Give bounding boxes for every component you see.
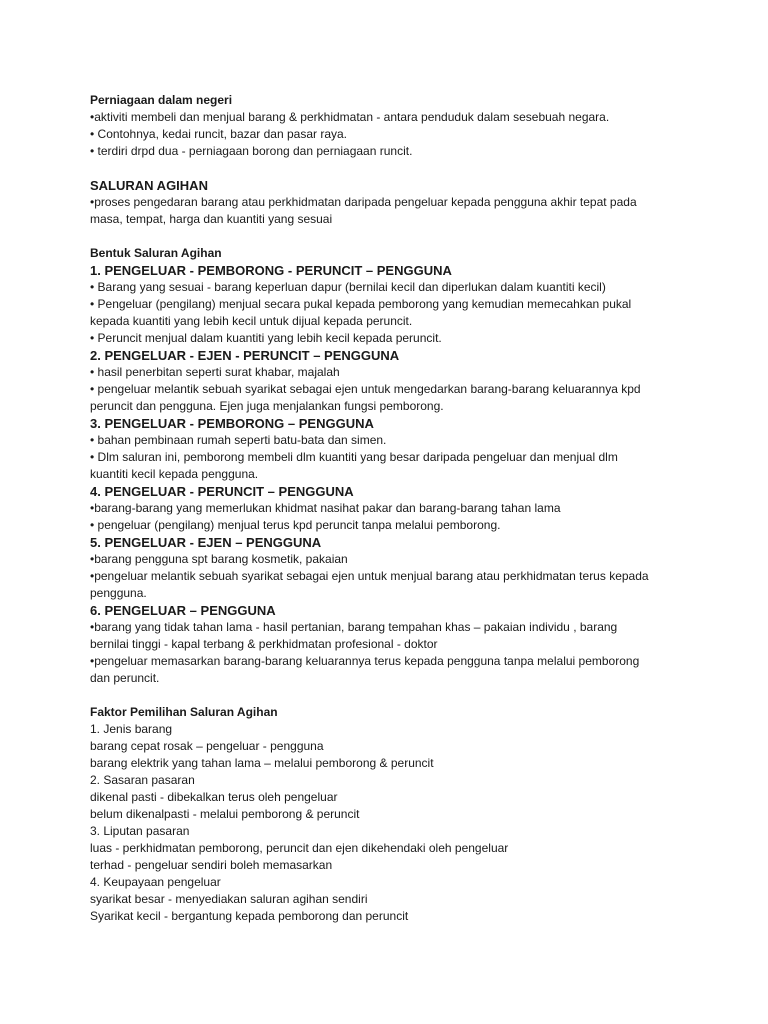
paragraph-line: 1. Jenis barang	[90, 722, 173, 736]
channel-heading-4: 4. PENGELUAR - PERUNCIT – PENGGUNA	[90, 484, 354, 499]
channel-heading-1: 1. PENGELUAR - PEMBORONG - PERUNCIT – PENGGUNA	[90, 263, 452, 278]
section-title-bentuk-saluran: Bentuk Saluran Agihan	[90, 246, 222, 260]
paragraph-line: •barang pengguna spt barang kosmetik, pakaian	[90, 552, 348, 566]
paragraph-line: • Contohnya, kedai runcit, bazar dan pasar raya.	[90, 127, 348, 141]
paragraph-line: dan peruncit.	[90, 671, 160, 685]
spacer	[90, 687, 690, 704]
spacer	[90, 228, 690, 245]
paragraph-line: kuantiti kecil kepada pengguna.	[90, 467, 259, 481]
section-title-faktor-pemilihan: Faktor Pemilihan Saluran Agihan	[90, 705, 278, 719]
paragraph-line: belum dikenalpasti - melalui pemborong & peruncit	[90, 807, 360, 821]
document-page	[90, 92, 690, 925]
paragraph-line: • Dlm saluran ini, pemborong membeli dlm kuantiti yang besar daripada pengeluar dan menjual dlm	[90, 450, 618, 464]
channel-heading-2: 2. PENGELUAR - EJEN - PERUNCIT – PENGGUNA	[90, 348, 400, 363]
section-title-saluran-agihan: SALURAN AGIHAN	[90, 178, 208, 193]
paragraph-line: terhad - pengeluar sendiri boleh memasarkan	[90, 858, 333, 872]
paragraph-line: •pengeluar memasarkan barang-barang keluarannya terus kepada pengguna tanpa melalui pemborong	[90, 654, 640, 668]
paragraph-line: • Peruncit menjual dalam kuantiti yang lebih kecil kepada peruncit.	[90, 331, 442, 345]
paragraph-line: • terdiri drpd dua - perniagaan borong dan perniagaan runcit.	[90, 144, 413, 158]
paragraph-line: • hasil penerbitan seperti surat khabar, majalah	[90, 365, 340, 379]
paragraph-line: bernilai tinggi - kapal terbang & perkhidmatan profesional - doktor	[90, 637, 438, 651]
paragraph-line: •proses pengedaran barang atau perkhidmatan daripada pengeluar kepada pengguna akhir tepat pada	[90, 195, 637, 209]
paragraph-line: syarikat besar - menyediakan saluran agihan sendiri	[90, 892, 368, 906]
paragraph-line: •aktiviti membeli dan menjual barang & perkhidmatan - antara penduduk dalam sesebuah negara.	[90, 110, 610, 124]
paragraph-line: Syarikat kecil - bergantung kepada pemborong dan peruncit	[90, 909, 409, 923]
paragraph-line: barang cepat rosak – pengeluar - pengguna	[90, 739, 324, 753]
spacer	[90, 160, 690, 177]
paragraph-line: pengguna.	[90, 586, 147, 600]
paragraph-line: •pengeluar melantik sebuah syarikat sebagai ejen untuk menjual barang atau perkhidmatan terus kepada	[90, 569, 649, 583]
paragraph-line: •barang-barang yang memerlukan khidmat nasihat pakar dan barang-barang tahan lama	[90, 501, 561, 515]
paragraph-line: • bahan pembinaan rumah seperti batu-bata dan simen.	[90, 433, 387, 447]
paragraph-line: kepada kuantiti yang lebih kecil untuk dijual kepada peruncit.	[90, 314, 413, 328]
paragraph-line: 3. Liputan pasaran	[90, 824, 190, 838]
paragraph-line: dikenal pasti - dibekalkan terus oleh pengeluar	[90, 790, 338, 804]
paragraph-line: • pengeluar (pengilang) menjual terus kpd peruncit tanpa melalui pemborong.	[90, 518, 501, 532]
paragraph-line: • Pengeluar (pengilang) menjual secara pukal kepada pemborong yang kemudian memecahkan pukal	[90, 297, 632, 311]
section-title-perniagaan: Perniagaan dalam negeri	[90, 93, 233, 107]
paragraph-line: luas - perkhidmatan pemborong, peruncit dan ejen dikehendaki oleh pengeluar	[90, 841, 509, 855]
paragraph-line: 4. Keupayaan pengeluar	[90, 875, 221, 889]
channel-heading-6: 6. PENGELUAR – PENGGUNA	[90, 603, 276, 618]
paragraph-line: barang elektrik yang tahan lama – melalui pemborong & peruncit	[90, 756, 434, 770]
paragraph-line: • Barang yang sesuai - barang keperluan dapur (bernilai kecil dan diperlukan dalam kuantiti kecil)	[90, 280, 606, 294]
paragraph-line: masa, tempat, harga dan kuantiti yang sesuai	[90, 212, 333, 226]
channel-heading-3: 3. PENGELUAR - PEMBORONG – PENGGUNA	[90, 416, 374, 431]
channel-heading-5: 5. PENGELUAR - EJEN – PENGGUNA	[90, 535, 322, 550]
paragraph-line: • pengeluar melantik sebuah syarikat sebagai ejen untuk mengedarkan barang-barang keluarannya kpd	[90, 382, 641, 396]
paragraph-line: peruncit dan pengguna. Ejen juga menjalankan fungsi pemborong.	[90, 399, 444, 413]
paragraph-line: 2. Sasaran pasaran	[90, 773, 195, 787]
paragraph-line: •barang yang tidak tahan lama - hasil pertanian, barang tempahan khas – pakaian individu , barang	[90, 620, 618, 634]
